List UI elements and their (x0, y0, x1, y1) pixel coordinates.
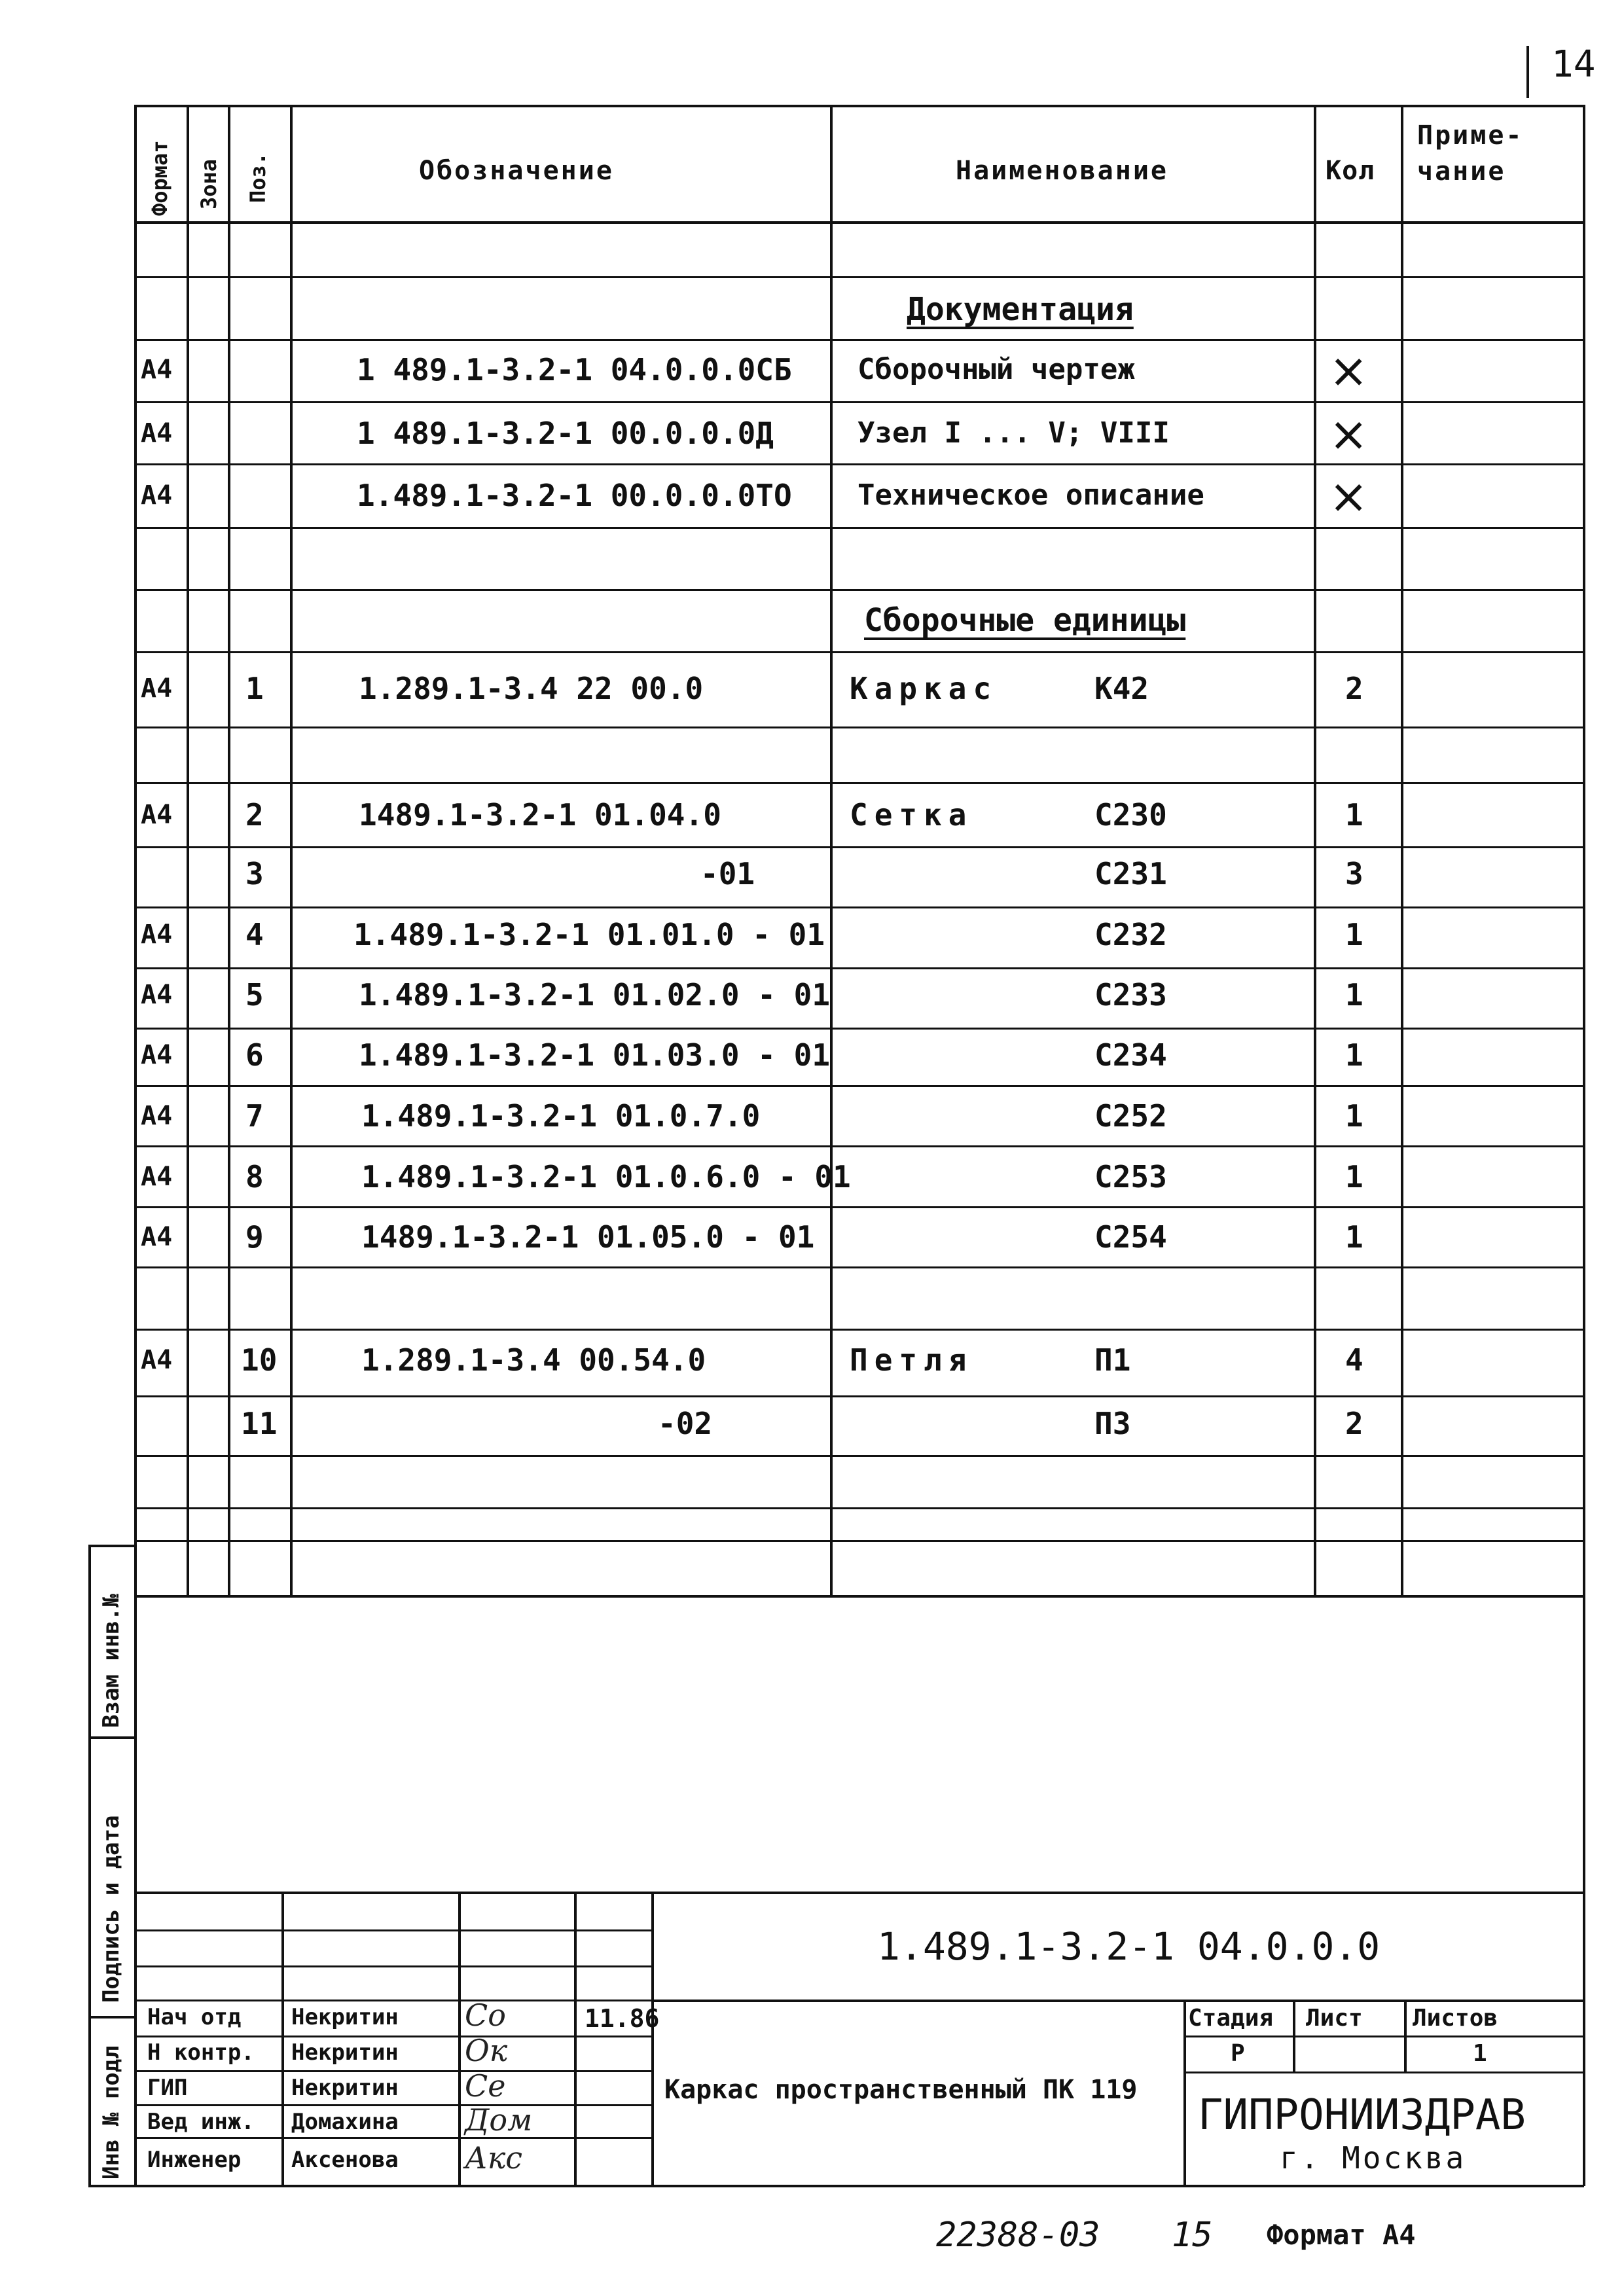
header-format: Формат (147, 140, 172, 216)
unit-pos: 9 (245, 1219, 264, 1255)
person-name: Некритин (291, 2004, 399, 2030)
organization: ГИПРОНИИЗДРАВ (1198, 2091, 1526, 2140)
unit-qty: 1 (1345, 977, 1363, 1013)
unit-format: А4 (141, 1040, 173, 1070)
unit-format: А4 (141, 1162, 173, 1192)
person-role: Н контр. (147, 2039, 255, 2066)
unit-format: А4 (141, 1101, 173, 1131)
title-name: Каркас пространственный ПК 119 (664, 2075, 1138, 2105)
unit-pos: 4 (245, 917, 264, 952)
unit-qty: 1 (1345, 1037, 1363, 1073)
header-designation: Обозначение (419, 156, 614, 186)
sheets-label: Листов (1413, 2005, 1498, 2032)
unit-format: А4 (141, 1345, 173, 1375)
unit-mark: С252 (1094, 1098, 1167, 1134)
stage-label: Стадия (1188, 2005, 1274, 2032)
unit-pos: 2 (245, 797, 264, 833)
unit-designation: 1489.1-3.2-1 01.05.0 - 01 (361, 1219, 815, 1255)
unit-mark: С232 (1094, 917, 1167, 952)
unit-mark: П3 (1094, 1406, 1131, 1441)
doc-qty-cross: × (1329, 406, 1369, 461)
unit-mark: С230 (1094, 797, 1167, 833)
unit-designation: 1.489.1-3.2-1 01.0.6.0 - 01 (361, 1159, 851, 1194)
unit-designation: -02 (658, 1406, 713, 1441)
unit-pos: 1 (245, 671, 264, 706)
unit-designation: 1.489.1-3.2-1 01.02.0 - 01 (359, 977, 831, 1013)
unit-format: А4 (141, 673, 173, 704)
unit-mark: С234 (1094, 1037, 1167, 1073)
unit-name: Сетка (850, 797, 973, 833)
side-signature-date: Подпись и дата (98, 1815, 124, 2003)
unit-pos: 5 (245, 977, 264, 1013)
person-signature: Дом (465, 2102, 533, 2138)
organization-city: г. Москва (1280, 2140, 1467, 2176)
unit-mark: С231 (1094, 856, 1167, 891)
unit-designation: 1489.1-3.2-1 01.04.0 (359, 797, 721, 833)
unit-designation: 1.289.1-3.4 00.54.0 (361, 1342, 706, 1378)
stage-value: Р (1231, 2040, 1245, 2067)
header-qty: Кол (1326, 156, 1375, 186)
footer-format: Формат А4 (1267, 2219, 1416, 2251)
doc-name: Сборочный чертеж (857, 353, 1135, 386)
side-inv-no-orig: Инв № подл (98, 2045, 124, 2179)
unit-qty: 1 (1345, 797, 1363, 833)
unit-qty: 1 (1345, 1159, 1363, 1194)
unit-qty: 1 (1345, 917, 1363, 952)
doc-format: А4 (141, 480, 173, 511)
unit-format: А4 (141, 980, 173, 1010)
person-role: Нач отд (147, 2004, 242, 2030)
unit-name: Петля (850, 1342, 973, 1378)
unit-mark: П1 (1094, 1342, 1131, 1378)
unit-designation: 1.489.1-3.2-1 01.03.0 - 01 (359, 1037, 831, 1073)
unit-format: А4 (141, 800, 173, 830)
doc-designation: 1.489.1-3.2-1 00.0.0.0ТО (357, 478, 792, 513)
unit-qty: 1 (1345, 1219, 1363, 1255)
unit-mark: С233 (1094, 977, 1167, 1013)
unit-qty: 2 (1345, 671, 1363, 706)
header-zone: Зона (196, 158, 221, 209)
sheet-label: Лист (1306, 2005, 1363, 2032)
unit-mark: С253 (1094, 1159, 1167, 1194)
person-signature: Со (465, 1998, 506, 2033)
unit-name: Каркас (850, 671, 998, 706)
unit-pos: 6 (245, 1037, 264, 1073)
sheets-value: 1 (1473, 2040, 1487, 2067)
side-vzam-inv: Взам инв.№ (98, 1594, 124, 1728)
unit-format: А4 (141, 1222, 173, 1252)
person-name: Некритин (291, 2039, 399, 2066)
doc-format: А4 (141, 355, 173, 385)
person-role: Вед инж. (147, 2109, 255, 2135)
section-assembly-units: Сборочные единицы (864, 602, 1186, 639)
unit-pos: 10 (241, 1342, 278, 1378)
unit-mark: К42 (1094, 671, 1149, 706)
person-signature: Се (465, 2068, 506, 2104)
doc-name: Узел I ... V; VIII (857, 416, 1170, 450)
unit-format: А4 (141, 920, 173, 950)
title-code: 1.489.1-3.2-1 04.0.0.0 (877, 1924, 1380, 1969)
unit-pos: 8 (245, 1159, 264, 1194)
header-note: Приме- чание (1417, 120, 1524, 187)
doc-designation: 1 489.1-3.2-1 00.0.0.0Д (357, 416, 774, 451)
doc-name: Техническое описание (857, 478, 1204, 512)
unit-qty: 1 (1345, 1098, 1363, 1134)
person-date: 11.86 (585, 2004, 660, 2033)
page-number: 14 (1551, 43, 1596, 86)
unit-mark: С254 (1094, 1219, 1167, 1255)
unit-designation: 1.289.1-3.4 22 00.0 (359, 671, 704, 706)
person-name: Аксенова (291, 2147, 399, 2173)
doc-qty-cross: × (1329, 469, 1369, 524)
archive-number: 22388-03 (936, 2215, 1100, 2255)
section-documentation: Документация (907, 291, 1134, 328)
doc-designation: 1 489.1-3.2-1 04.0.0.0СБ (357, 352, 792, 387)
unit-designation: 1.489.1-3.2-1 01.0.7.0 (361, 1098, 761, 1134)
header-pos: Поз. (245, 152, 270, 203)
doc-format: А4 (141, 418, 173, 448)
unit-designation: 1.489.1-3.2-1 01.01.0 - 01 (353, 917, 825, 952)
doc-qty-cross: × (1329, 343, 1369, 398)
unit-pos: 7 (245, 1098, 264, 1134)
unit-designation: -01 (700, 856, 755, 891)
footer-sheet-number: 15 (1172, 2215, 1213, 2255)
unit-qty: 2 (1345, 1406, 1363, 1441)
unit-pos: 11 (241, 1406, 278, 1441)
person-signature: Ок (465, 2033, 508, 2068)
person-role: ГИП (147, 2075, 188, 2101)
unit-pos: 3 (245, 856, 264, 891)
person-role: Инженер (147, 2147, 242, 2173)
unit-qty: 3 (1345, 856, 1363, 891)
person-signature: Акс (465, 2140, 523, 2176)
header-name: Наименование (956, 156, 1168, 186)
person-name: Домахина (291, 2109, 399, 2135)
unit-qty: 4 (1345, 1342, 1363, 1378)
person-name: Некритин (291, 2075, 399, 2101)
